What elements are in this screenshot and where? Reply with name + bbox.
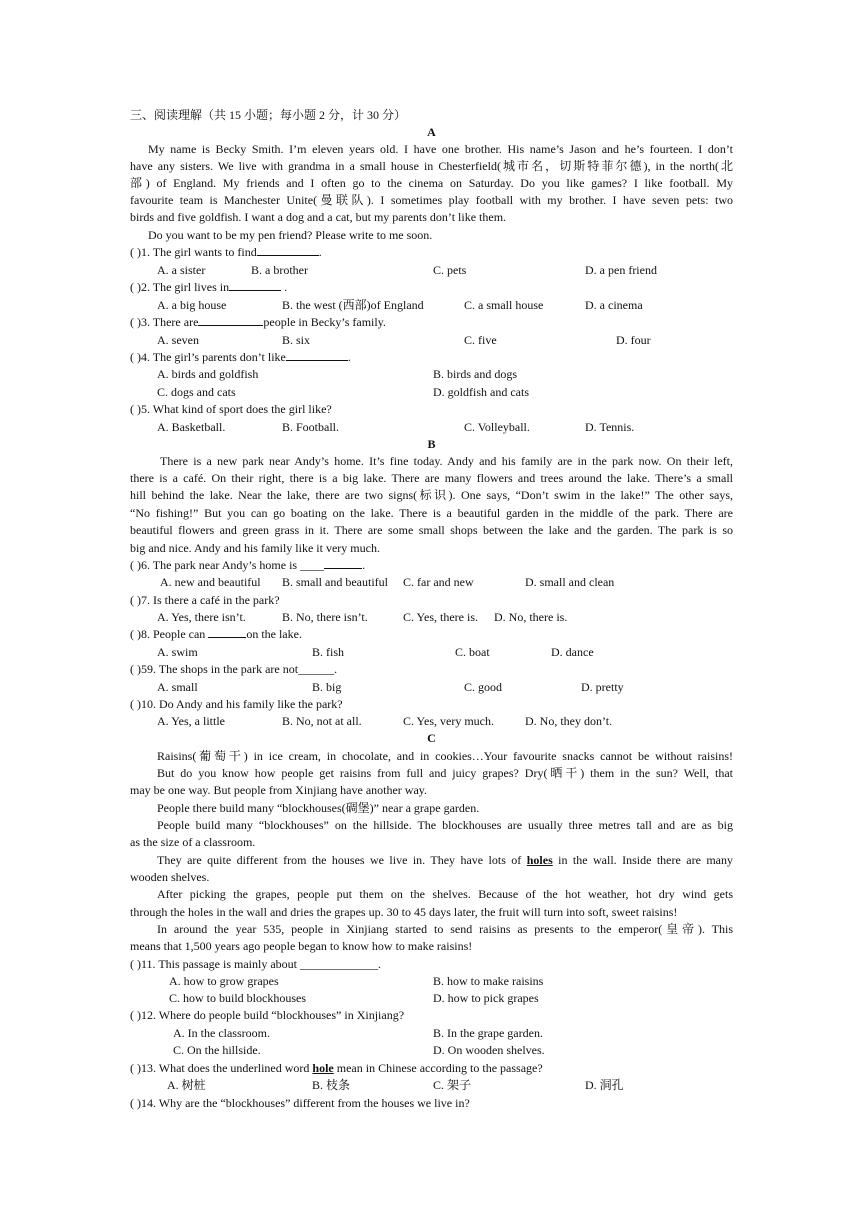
option: D. small and clean [525,575,615,589]
passage-a-line: birds and five goldfish. I want a dog and a cat, but my parents don’t like them. [130,210,507,224]
passage-c-line: After picking the grapes, people put them on the shelves. Because of the hot weather, hot dry wind gets [157,887,733,901]
passage-c-line: through the holes in the wall and dries the grapes up. 30 to 45 days later, the fruit will turn into soft, sweet raisins! [130,905,678,919]
passage-b-line: “No fishing!” But you can go boating on the lake. There is a beautiful garden in the middle of the park. There are [130,506,733,520]
option: D. how to pick grapes [433,991,539,1005]
option: C. Volleyball. [464,420,530,434]
option: B. six [282,333,311,347]
question-11: ( )11. This passage is mainly about _____________. [130,957,381,971]
option: D. goldfish and cats [433,385,529,399]
option: C. Yes, very much. [403,714,495,728]
option: A. new and beautiful [160,575,261,589]
option: C. dogs and cats [157,385,236,399]
passage-a-line: Do you want to be my pen friend? Please write to me soon. [148,228,433,242]
question-5: ( )5. What kind of sport does the girl like? [130,402,332,416]
option: C. far and new [403,575,474,589]
option: C. pets [433,263,467,277]
option: D. a pen friend [585,263,657,277]
option: D. Tennis. [585,420,635,434]
option: C. On the hillside. [173,1043,261,1057]
option: B. how to make raisins [433,974,544,988]
option: B. 枝条 [312,1078,351,1092]
passage-b-line: big and nice. Andy and his family like it very much. [130,541,380,555]
passage-c-line: may be one way. But people from Xinjiang have another way. [130,783,428,797]
question-10: ( )10. Do Andy and his family like the park? [130,697,343,711]
passage-c-line: Raisins(葡萄干) in ice cream, in chocolate, and in cookies…Your favourite snacks cannot be without raisins! [157,749,733,763]
option: C. Yes, there is. [403,610,479,624]
option: D. pretty [581,680,624,694]
question-4: ( )4. The girl’s parents don’t like . [130,350,351,364]
passage-c-title: C [427,731,436,745]
option: D. four [616,333,651,347]
option: C. boat [455,645,490,659]
option: B. No, there isn’t. [282,610,368,624]
option: A. swim [157,645,198,659]
question-3: ( )3. There are people in Becky’s family. [130,315,386,329]
option: B. birds and dogs [433,367,517,381]
question-6: ( )6. The park near Andy’s home is ____ . [130,558,366,572]
passage-c-line: In around the year 535, people in Xinjiang started to send raisins as presents to the emperor(皇帝). This [157,922,733,936]
question-9: ( )59. The shops in the park are not______. [130,662,338,676]
passage-a-line: My name is Becky Smith. I’m eleven years old. I have one brother. His name’s Jason and he’s fourteen. I don’t [148,142,733,156]
passage-c-line: as the size of a classroom. [130,835,256,849]
passage-c-line: People there build many “blockhouses(碉堡)” near a grape garden. [157,801,480,815]
underlined-word-holes: holes [526,853,553,867]
option: A. In the classroom. [173,1026,270,1040]
passage-b-line: beautiful flowers and green grass in it. There are some small shops between the lake and the garden. The park is so [130,523,733,537]
option: B. fish [312,645,345,659]
option: D. No, there is. [494,610,568,624]
option: C. a small house [464,298,544,312]
section-heading: 三、阅读理解（共 15 小题；每小题 2 分，计 30 分） [130,108,407,122]
option: D. dance [551,645,594,659]
option: A. a sister [157,263,206,277]
passage-a-line: have any sisters. We live with grandma in a small house in Chesterfield(城市名，切斯特菲尔德), in the north(北 [130,159,733,173]
option: B. the west (西部)of England [282,298,424,312]
option: D. On wooden shelves. [433,1043,545,1057]
passage-b-line: hill behind the lake. Near the lake, there are two signs(标识). One says, “Don’t swim in the lake!” The other says, [130,488,733,502]
option: A. birds and goldfish [157,367,259,381]
question-7: ( )7. Is there a café in the park? [130,593,280,607]
passage-a-line: favourite team is Manchester Unite(曼联队). I sometimes play football with my brother. I have seven pets: two [130,193,733,207]
question-12: ( )12. Where do people build “blockhouses” in Xinjiang? [130,1008,405,1022]
passage-c-line: wooden shelves. [130,870,210,884]
passage-c-line: But do you know how people get raisins from full and juicy grapes? Dry(晒干) them in the sun? Well, that [157,766,733,780]
option: A. seven [157,333,199,347]
passage-b-line: there is a café. On their right, there is a big lake. There are many flowers and trees around the lake. There’s a small [130,471,733,485]
question-13: ( )13. What does the underlined word hole mean in Chinese according to the passage? [130,1061,543,1075]
passage-a-title: A [427,125,436,139]
option: B. small and beautiful [282,575,388,589]
option: C. 架子 [433,1078,472,1092]
option: C. good [464,680,503,694]
option: B. big [312,680,342,694]
question-8: ( )8. People can on the lake. [130,627,302,641]
option: D. a cinema [585,298,643,312]
option: A. Basketball. [157,420,226,434]
passage-b-title: B [427,437,436,451]
passage-c-line: means that 1,500 years ago people began to know how to make raisins! [130,939,473,953]
passage-b-line: There is a new park near Andy’s home. It’s fine today. Andy and his family are in the park now. On their left, [160,454,733,468]
option: D. No, they don’t. [525,714,613,728]
option: B. In the grape garden. [433,1026,543,1040]
option: A. small [157,680,198,694]
option: A. how to grow grapes [169,974,279,988]
option: B. Football. [282,420,340,434]
passage-a-line: 部) of England. My friends and I often go to the cinema on Saturday. Do you like games? I like football. My [130,176,733,190]
option: C. five [464,333,497,347]
option: B. No, not at all. [282,714,362,728]
option: C. how to build blockhouses [169,991,306,1005]
option: A. Yes, a little [157,714,226,728]
underlined-word-hole: hole [312,1061,334,1075]
option: A. a big house [157,298,227,312]
option: B. a brother [251,263,308,277]
question-2: ( )2. The girl lives in . [130,280,288,294]
option: A. Yes, there isn’t. [157,610,246,624]
question-14: ( )14. Why are the “blockhouses” different from the houses we live in? [130,1096,470,1110]
passage-c-line: They are quite different from the houses we live in. They have lots of holes in the wall. Inside there are many [157,853,733,867]
option: A. 树桩 [167,1078,206,1092]
passage-c-line: People build many “blockhouses” on the hillside. The blockhouses are usually three metres tall and are as big [157,818,733,832]
option: D. 洞孔 [585,1078,624,1092]
question-1: ( )1. The girl wants to find . [130,245,322,259]
